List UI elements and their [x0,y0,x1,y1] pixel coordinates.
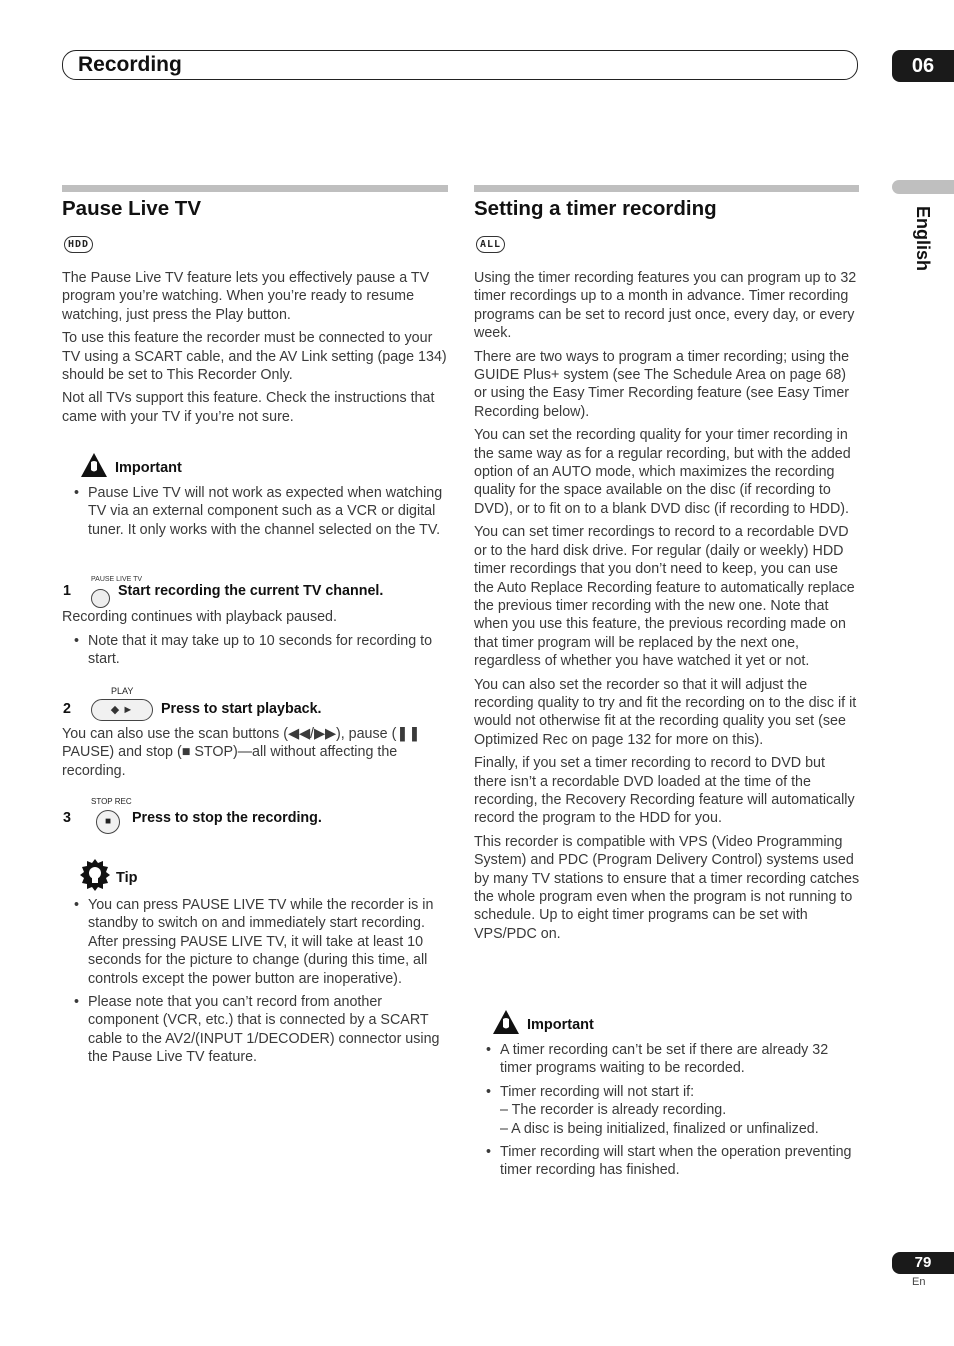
stop-rec-key-label: STOP REC [91,797,132,806]
step-2-number: 2 [63,701,71,717]
important-label-right: Important [527,1017,594,1033]
right-para-2: There are two ways to program a timer recording; using the GUIDE Plus+ system (see The Schedule Area on page 68) or using the Easy Timer Recording feature (see Easy Timer Recording below). [474,348,850,420]
right-body [474,269,860,948]
right-para-6: Finally, if you set a timer recording to record to DVD but there isn’t a recordable DVD loaded at the time of the recording, the Recovery Recording feature will automatically record the program to the HDD for you. [474,755,855,827]
list-subitem: – A disc is being initialized, finalized or unfinalized. [500,1120,819,1137]
play-button-icon: ◆ ► [91,699,153,721]
stop-rec-button-icon: ■ [96,810,120,834]
list-item: • Pause Live TV will not work as expected when watching TV via an external component such as a VCR or digital tuner. It only works with the channel selected on the TV. [62,484,448,539]
list-item: • Note that it may take up to 10 seconds for recording to start. [62,632,448,669]
list-item: • You can press PAUSE LIVE TV while the recorder is in standby to switch on and immediately start recording. After pressing PAUSE LIVE TV, it will take at least 10 seconds for the picture to change (during this time, all controls except the power button are inoperative). [62,896,448,988]
pause-live-tv-key-label: PAUSE LIVE TV [91,576,143,583]
intro-para-1: The Pause Live TV feature lets you effectively pause a TV program you’re watching. When you’re ready to resume watching, just press the Play button. [62,270,430,323]
right-rule [474,185,859,192]
side-tab [892,180,954,194]
list-item: • Timer recording will not start if: [474,1083,860,1101]
intro-para-3: Not all TVs support this feature. Check the instructions that came with your TV if you’re not sure. [62,390,435,425]
pause-live-tv-button-icon [91,589,110,608]
step-1-notes [62,632,448,674]
list-item: • Please note that you can’t record from another component (VCR, etc.) that is connected by a SCART cable to the AV2/(INPUT 1/DECODER) connector using the Pause Live TV feature. [62,993,448,1067]
step-2-after: You can also use the scan buttons (◀◀/▶▶), pause (❚❚ PAUSE) and stop (■ STOP)—all without affecting the recording. [62,726,421,779]
list-subitem: – The recorder is already recording. [500,1102,727,1119]
list-item: • A timer recording can’t be set if there are already 32 timer programs waiting to be recorded. [474,1041,860,1078]
right-para-1: Using the timer recording features you can program up to 32 timer recordings up to a month in advance. Timer recording programs can be set to record just once, every day, or every week. [474,270,857,342]
lightbulb-icon [80,859,110,896]
right-para-3: You can set the recording quality for your timer recording in the same way as for a regular recording, but with the added option of an AUTO mode, which maximizes the recording quality for the space available on the disc (if recording to DVD), or to fit on to a blank DVD disc (if recording to HDD). [474,427,851,517]
right-para-7: This recorder is compatible with VPS (Video Programming System) and PDC (Program Delivery Control) systems used by many TV stations to ensure that a timer recording catches the whole program even when the program is not running to schedule. Up to eight timer programs can be set with VPS/PDC on. [474,833,860,942]
step-1-number: 1 [63,583,71,599]
play-key-label: PLAY [111,686,134,696]
step-2-text: Press to start playback. [161,701,322,717]
important-label-left: Important [115,460,182,476]
intro-para-2: To use this feature the recorder must be connected to your TV using a SCART cable, and the AV Link setting (page 134) should be set to This Recorder Only. [62,330,447,384]
all-badge: ALL [476,236,505,253]
step-3-text: Press to stop the recording. [132,810,322,826]
left-rule [62,185,448,192]
warning-icon [492,1009,520,1040]
left-intro [62,269,448,431]
step-1-after: Recording continues with playback paused. [62,609,337,625]
hdd-badge: HDD [64,236,93,253]
list-item: • Timer recording will start when the operation preventing timer recording has finished. [474,1143,860,1180]
tip-label: Tip [116,870,138,886]
important-list-right [474,1041,860,1185]
left-heading: Pause Live TV [62,197,202,220]
language-tab: English [913,206,933,272]
page-lang: En [912,1276,926,1288]
chapter-number: 06 [892,50,954,82]
section-title: Recording [78,53,182,76]
right-para-4: You can set timer recordings to record to a recordable DVD or to the hard disk drive. For regular (daily or weekly) HDD timer recordings that you don’t need to keep, you can use the Auto Replace Recording feature to automatically replace the previous timer recording with the new one. Note that when you use this feature, the previous recording made on that timer program will be replaced by the next one, regardless of whether you have watched it yet or not. [474,524,855,670]
warning-icon [80,452,108,483]
right-heading: Setting a timer recording [474,197,717,220]
step-3-number: 3 [63,810,71,826]
right-para-5: You can also set the recorder so that it will adjust the recording quality to try and fit the recording on to the disc if it would not otherwise fit at the recording quality you set (see Optimized Rec on page 132 for more on this). [474,676,857,748]
important-list-left [62,484,448,544]
tip-list [62,896,448,1072]
page-number: 79 [892,1252,954,1274]
step-1-text: Start recording the current TV channel. [118,583,384,599]
